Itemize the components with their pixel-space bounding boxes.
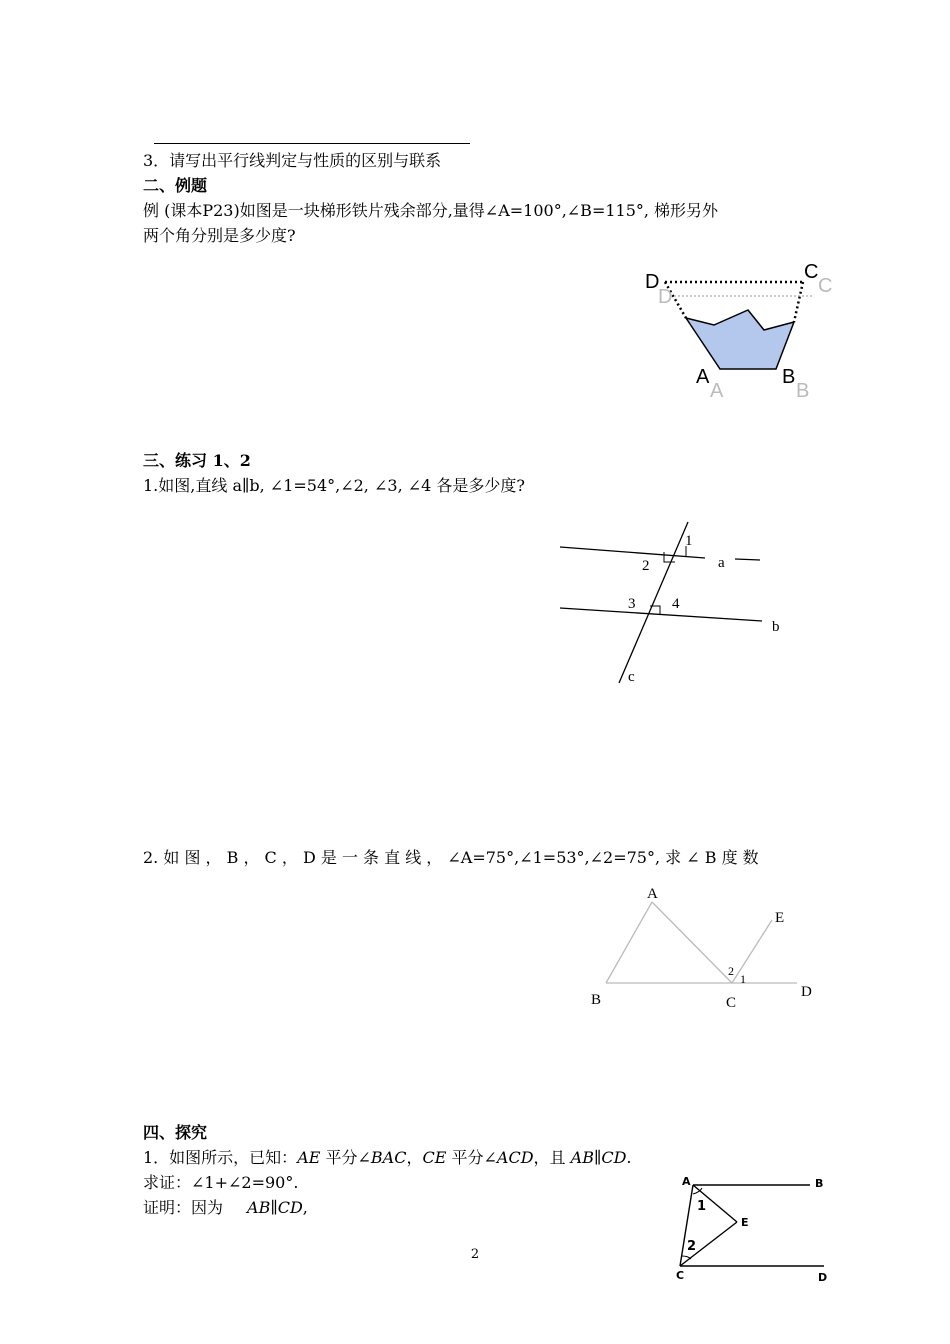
label-1: 1 (740, 972, 746, 986)
parallel-lines-figure (540, 510, 800, 700)
section-4-title: 四、探究 (143, 1123, 208, 1142)
section-3-title: 三、练习 1、2 (143, 451, 251, 470)
label-A: A (696, 366, 710, 388)
label-C: C (726, 995, 737, 1011)
label-C: C (676, 1269, 685, 1282)
exercise-2: 2. 如 图 ， B ， C ， D 是 一 条 直 线 ， ∠A=75°,∠1=53°,∠2=75°, 求 ∠ B 度 数 (143, 848, 759, 867)
label-3: 3 (628, 596, 636, 612)
example-line-2: 两个角分别是多少度? (143, 226, 296, 245)
section-2-title: 二、例题 (143, 176, 208, 195)
prove-statement: 求证：∠1+∠2=90°. (143, 1173, 299, 1192)
label-1: 1 (685, 533, 693, 549)
line-CE (732, 920, 772, 983)
inquiry-1-mid1: 平分∠ (320, 1148, 371, 1167)
inquiry-1-abcd: AB∥CD (570, 1148, 627, 1167)
label-2: 2 (687, 1239, 697, 1254)
inquiry-1-pre: 1．如图所示，已知： (143, 1148, 298, 1167)
inquiry-1 (143, 1147, 632, 1169)
label-a: a (718, 555, 725, 571)
label-A-gray: A (710, 380, 724, 402)
example-line-1: 例 (课本P23)如图是一块梯形铁片残余部分,量得∠A=100°,∠B=115°, 梯形另外 (143, 201, 719, 220)
line-a (560, 547, 705, 558)
inquiry-1-ce: CE (422, 1148, 447, 1167)
label-D: D (801, 984, 812, 1000)
label-b: b (772, 619, 780, 635)
label-D: D (818, 1271, 828, 1284)
label-B-gray: B (796, 380, 810, 402)
exercise-1: 1.如图,直线 a∥b, ∠1=54°,∠2, ∠3, ∠4 各是多少度? (143, 476, 525, 495)
label-1: 1 (697, 1199, 707, 1214)
label-A: A (682, 1175, 691, 1188)
label-B: B (782, 366, 796, 388)
label-A: A (647, 886, 658, 902)
inquiry-1-ae: AE (297, 1148, 321, 1167)
label-B: B (591, 992, 602, 1008)
inquiry-1-mid2: ， (406, 1148, 423, 1167)
label-B: B (815, 1177, 824, 1190)
trapezoid-figure (630, 255, 850, 415)
question-3: 3．请写出平行线判定与性质的区别与联系 (143, 151, 442, 170)
triangle-figure (580, 880, 830, 1020)
inquiry-1-acd: ACD (496, 1148, 534, 1167)
answer-line (154, 143, 470, 144)
label-C-gray: C (818, 275, 833, 297)
label-2: 2 (642, 558, 650, 574)
label-2: 2 (728, 964, 734, 978)
proof-abcd: AB∥CD (247, 1198, 303, 1217)
label-E: E (775, 910, 785, 926)
line-AB (606, 902, 652, 983)
proof-line (143, 1197, 308, 1219)
line-b (560, 608, 762, 621)
label-4: 4 (672, 596, 680, 612)
label-c: c (628, 669, 635, 685)
label-D-gray: D (658, 286, 673, 308)
proof-pre: 证明：因为 (143, 1198, 224, 1217)
inquiry-1-mid3: 平分∠ (446, 1148, 497, 1167)
inquiry-1-end: . (626, 1148, 632, 1167)
label-D: D (645, 271, 660, 293)
trapezoid-remnant (686, 310, 794, 369)
line-AC (652, 902, 732, 983)
label-C: C (804, 261, 819, 283)
inquiry-1-bac: BAC (370, 1148, 407, 1167)
bisector-figure (672, 1170, 842, 1290)
page-number: 2 (470, 1247, 480, 1262)
inquiry-1-mid4: ，且 (533, 1148, 571, 1167)
line-a-segment (735, 559, 760, 560)
proof-end: , (302, 1198, 308, 1217)
label-E: E (741, 1216, 749, 1229)
trapezoid-right-edge (794, 282, 803, 322)
